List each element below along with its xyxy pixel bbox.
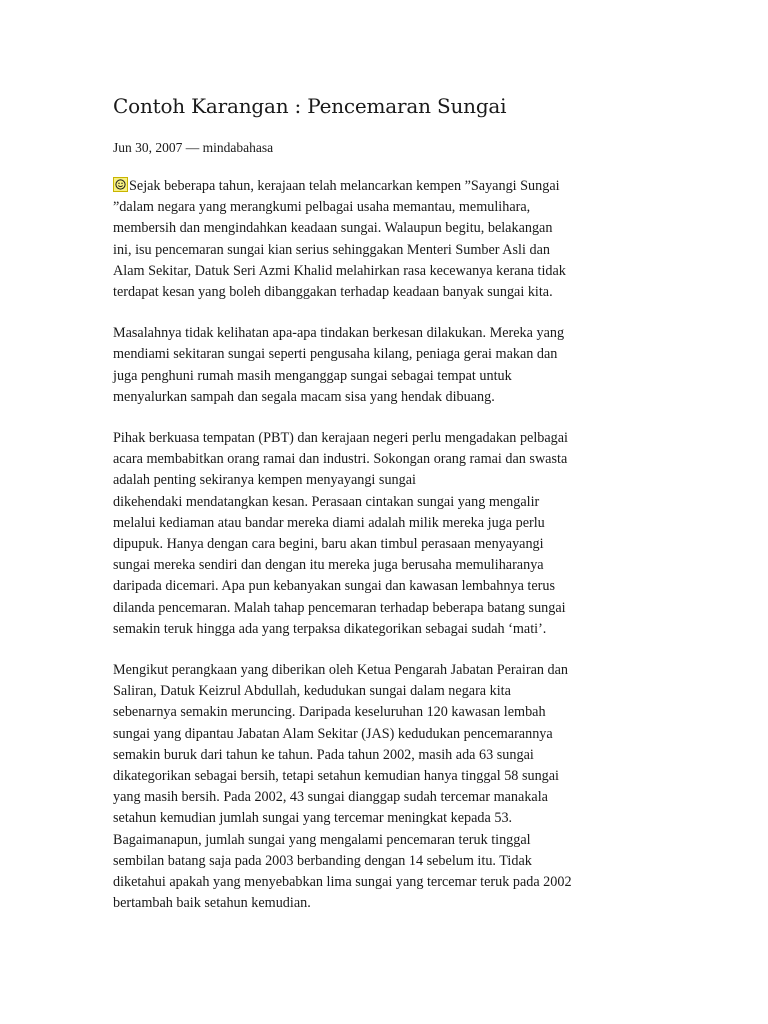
text-line: dikategorikan sebagai bersih, tetapi setahun kemudian hanya tinggal 58 sungai [113,768,559,785]
text-line: juga penghuni rumah masih menganggap sungai sebagai tempat untuk [113,367,512,384]
text-line: daripada dicemari. Apa pun kebanyakan sungai dan kawasan lembahnya terus [113,578,556,595]
text-line: sungai mereka sendiri dan dengan itu mereka juga berusaha memuliharanya [113,557,544,574]
text-line: Masalahnya tidak kelihatan apa-apa tindakan berkesan dilakukan. Mereka yang [113,325,565,342]
text-line: menyalurkan sampah dan segala macam sisa yang hendak dibuang. [113,388,495,405]
text-line: acara membabitkan orang ramai dan industri. Sokongan orang ramai dan swasta [113,451,568,468]
text-line: sembilan batang saja pada 2003 berbanding dengan 14 sebelum itu. Tidak [113,852,532,869]
text-line: adalah penting sekiranya kempen menyayangi sungai [113,472,416,489]
text-line: diketahui apakah yang menyebabkan lima sungai yang tercemar teruk pada 2002 [113,874,572,891]
article-title: Contoh Karangan : Pencemaran Sungai [113,94,507,118]
text-line: membersih dan mengindahkan keadaan sungai. Walaupun begitu, belakangan [113,220,553,237]
paragraph-3 [113,428,658,640]
text-line: Pihak berkuasa tempatan (PBT) dan kerajaan negeri perlu mengadakan pelbagai [113,430,568,447]
text-line: Mengikut perangkaan yang diberikan oleh Ketua Pengarah Jabatan Perairan dan [113,662,569,679]
article-byline: Jun 30, 2007 — mindabahasa [113,140,274,155]
text-line: dipupuk. Hanya dengan cara begini, baru akan timbul perasaan menyayangi [113,536,544,553]
text-line: Saliran, Datuk Keizrul Abdullah, kedudukan sungai dalam negara kita [113,683,511,700]
text-line: semakin buruk dari tahun ke tahun. Pada tahun 2002, masih ada 63 sungai [113,746,534,763]
text-line: dikehendaki mendatangkan kesan. Perasaan cintakan sungai yang mengalir [113,493,540,510]
text-line: Alam Sekitar, Datuk Seri Azmi Khalid melahirkan rasa kecewanya kerana tidak [113,262,566,279]
text-line: Bagaimanapun, jumlah sungai yang mengalami pencemaran teruk tinggal [113,831,531,848]
text-line: semakin teruk hingga ada yang terpaksa dikategorikan sebagai sudah ‘mati’. [113,620,547,637]
paragraph-4 [113,660,658,914]
text-line: mendiami sekitaran sungai seperti pengusaha kilang, peniaga gerai makan dan [113,346,558,363]
paragraph-1 [113,176,658,303]
paragraph-2 [113,323,658,408]
text-line: sungai yang dipantau Jabatan Alam Sekitar (JAS) kedudukan pencemarannya [113,725,553,742]
text-line: ”dalam negara yang merangkumi pelbagai usaha memantau, memulihara, [113,199,531,216]
smiley-icon [113,177,128,192]
text-line: sebenarnya semakin meruncing. Daripada keseluruhan 120 kawasan lembah [113,704,546,721]
text-line: bertambah baik setahun kemudian. [113,895,311,912]
text-line: ini, isu pencemaran sungai kian serius sehinggakan Menteri Sumber Asli dan [113,241,550,258]
text-line: melalui kediaman atau bandar mereka diami adalah milik mereka juga perlu [113,514,545,531]
text-line: setahun kemudian jumlah sungai yang tercemar meningkat kepada 53. [113,810,513,827]
article [113,92,658,915]
text-line: yang masih bersih. Pada 2002, 43 sungai dianggap sudah tercemar manakala [113,789,548,806]
text-line: dilanda pencemaran. Malah tahap pencemaran terhadap beberapa batang sungai [113,599,566,616]
text-line: terdapat kesan yang boleh dibanggakan terhadap keadaan banyak sungai kita. [113,284,553,301]
text-line: Sejak beberapa tahun, kerajaan telah melancarkan kempen ”Sayangi Sungai [113,176,658,197]
